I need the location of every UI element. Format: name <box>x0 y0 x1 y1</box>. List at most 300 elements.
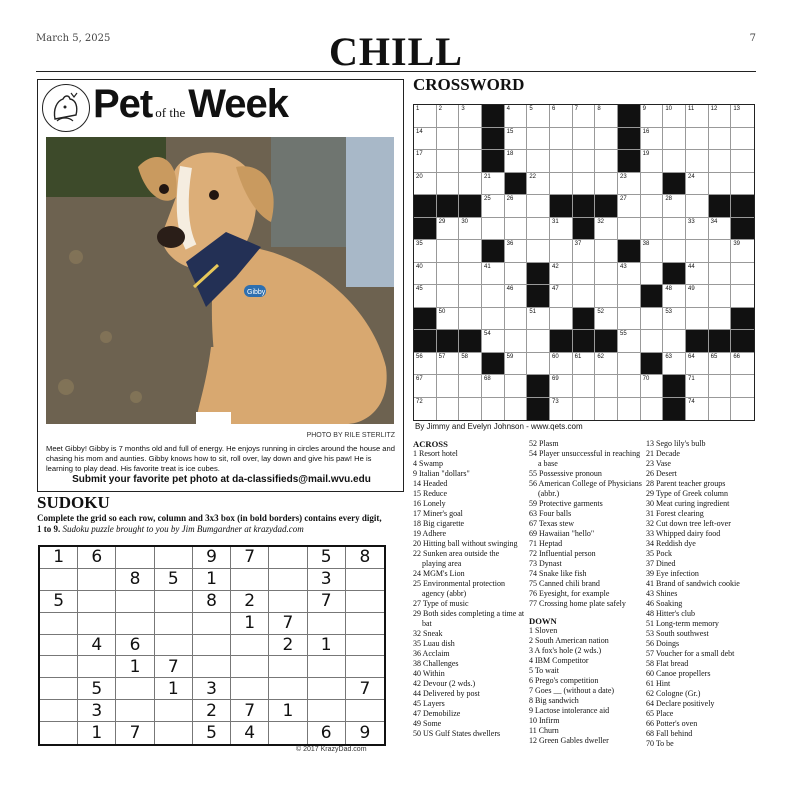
sudoku-cell[interactable]: 2 <box>193 700 231 722</box>
crossword-cell[interactable] <box>459 128 482 151</box>
crossword-cell[interactable] <box>437 240 460 263</box>
clue: 53 South southwest <box>646 629 709 638</box>
sudoku-cell[interactable] <box>269 722 307 744</box>
crossword-cell[interactable] <box>573 128 596 151</box>
crossword-cell[interactable] <box>663 308 686 331</box>
crossword-cell[interactable] <box>527 330 550 353</box>
crossword-cell[interactable] <box>573 375 596 398</box>
crossword-black-cell <box>527 398 550 421</box>
clue: 29 Type of Greek column <box>646 489 728 498</box>
crossword-cell[interactable] <box>550 285 573 308</box>
sudoku-cell[interactable] <box>40 722 78 744</box>
sudoku-cell[interactable] <box>155 547 193 569</box>
crossword-cell-number: 68 <box>483 376 491 382</box>
crossword-cell[interactable] <box>573 263 596 286</box>
crossword-cell[interactable] <box>618 308 641 331</box>
crossword-cell[interactable] <box>573 173 596 196</box>
crossword-cell[interactable] <box>709 105 732 128</box>
clue: 32 Sneak <box>413 629 443 638</box>
sudoku-cell[interactable] <box>269 678 307 700</box>
crossword-cell-number: 19 <box>642 151 650 157</box>
sudoku-cell[interactable] <box>269 569 307 591</box>
crossword-cell[interactable] <box>709 353 732 376</box>
crossword-cell[interactable] <box>550 150 573 173</box>
sudoku-cell[interactable] <box>116 700 154 722</box>
sudoku-cell[interactable]: 7 <box>116 722 154 744</box>
sudoku-cell[interactable] <box>269 656 307 678</box>
crossword-cell[interactable] <box>527 240 550 263</box>
sudoku-cell[interactable] <box>155 591 193 613</box>
crossword-cell[interactable] <box>686 308 709 331</box>
crossword-cell[interactable] <box>618 195 641 218</box>
sudoku-cell[interactable]: 6 <box>78 547 116 569</box>
crossword-cell[interactable] <box>731 263 754 286</box>
crossword-cell[interactable] <box>414 263 437 286</box>
section-title: CHILL <box>329 29 463 74</box>
crossword-cell[interactable] <box>641 398 664 421</box>
sudoku-cell[interactable] <box>40 700 78 722</box>
sudoku-cell[interactable] <box>78 569 116 591</box>
crossword-cell[interactable] <box>550 173 573 196</box>
sudoku-cell[interactable]: 2 <box>231 591 269 613</box>
sudoku-cell[interactable]: 1 <box>231 613 269 635</box>
crossword-cell[interactable] <box>709 128 732 151</box>
crossword-cell[interactable] <box>505 398 528 421</box>
crossword-cell[interactable] <box>437 150 460 173</box>
crossword-cell[interactable] <box>731 240 754 263</box>
sudoku-cell[interactable] <box>40 613 78 635</box>
sudoku-cell[interactable] <box>231 656 269 678</box>
crossword-cell[interactable] <box>731 105 754 128</box>
crossword-cell[interactable] <box>686 105 709 128</box>
crossword-black-cell <box>731 195 754 218</box>
sudoku-cell[interactable] <box>308 678 346 700</box>
crossword-cell[interactable] <box>550 398 573 421</box>
sudoku-cell[interactable] <box>346 613 384 635</box>
crossword-cell[interactable] <box>505 285 528 308</box>
crossword-cell[interactable] <box>641 308 664 331</box>
crossword-cell[interactable] <box>709 218 732 241</box>
crossword-cell[interactable] <box>414 105 437 128</box>
clue: 7 Goes __ (without a date) <box>529 686 615 695</box>
crossword-cell[interactable] <box>731 150 754 173</box>
crossword-cell[interactable] <box>437 308 460 331</box>
crossword-cell[interactable] <box>595 150 618 173</box>
crossword-cell[interactable] <box>663 353 686 376</box>
sudoku-cell[interactable] <box>346 656 384 678</box>
crossword-cell[interactable] <box>505 375 528 398</box>
crossword-cell[interactable] <box>709 285 732 308</box>
crossword-cell[interactable] <box>618 330 641 353</box>
crossword-cell[interactable] <box>550 375 573 398</box>
crossword-cell[interactable] <box>459 105 482 128</box>
crossword-cell[interactable] <box>641 375 664 398</box>
crossword-cell[interactable] <box>731 375 754 398</box>
crossword-cell[interactable] <box>731 353 754 376</box>
crossword-cell[interactable] <box>731 173 754 196</box>
crossword-cell[interactable] <box>595 105 618 128</box>
crossword-cell[interactable] <box>437 398 460 421</box>
crossword-cell[interactable] <box>527 150 550 173</box>
crossword-cell[interactable] <box>663 105 686 128</box>
clue: 51 Long-term memory <box>646 619 719 628</box>
crossword-cell[interactable] <box>459 218 482 241</box>
crossword-cell[interactable] <box>459 263 482 286</box>
crossword-black-cell <box>437 330 460 353</box>
crossword-black-cell <box>686 330 709 353</box>
crossword-cell[interactable] <box>709 263 732 286</box>
crossword-cell[interactable] <box>550 128 573 151</box>
sudoku-cell[interactable] <box>40 678 78 700</box>
sudoku-cell[interactable]: 3 <box>78 700 116 722</box>
crossword-cell[interactable] <box>709 150 732 173</box>
crossword-cell[interactable] <box>641 330 664 353</box>
sudoku-cell[interactable] <box>346 569 384 591</box>
sudoku-instructions <box>37 513 387 535</box>
sudoku-cell[interactable]: 7 <box>308 591 346 613</box>
crossword-cell[interactable] <box>641 128 664 151</box>
crossword-cell[interactable] <box>641 173 664 196</box>
crossword-cell[interactable] <box>505 330 528 353</box>
sudoku-cell[interactable]: 5 <box>155 569 193 591</box>
sudoku-cell[interactable]: 5 <box>193 722 231 744</box>
crossword-cell[interactable] <box>459 150 482 173</box>
sudoku-cell[interactable]: 6 <box>116 635 154 657</box>
crossword-cell[interactable] <box>414 375 437 398</box>
crossword-cell[interactable] <box>437 173 460 196</box>
crossword-cell[interactable] <box>663 150 686 173</box>
sudoku-cell[interactable]: 5 <box>40 591 78 613</box>
crossword-cell[interactable] <box>459 375 482 398</box>
crossword-cell-number: 74 <box>687 398 695 405</box>
crossword-cell[interactable] <box>505 128 528 151</box>
sudoku-cell[interactable] <box>116 613 154 635</box>
crossword-cell[interactable] <box>505 240 528 263</box>
crossword-cell[interactable] <box>573 398 596 421</box>
crossword-cell[interactable] <box>505 353 528 376</box>
crossword-cell-number: 32 <box>597 218 605 225</box>
crossword-cell[interactable] <box>641 105 664 128</box>
crossword-cell[interactable] <box>686 195 709 218</box>
crossword-cell[interactable] <box>595 240 618 263</box>
crossword-cell[interactable] <box>641 263 664 286</box>
crossword-cell[interactable] <box>618 263 641 286</box>
crossword-cell[interactable] <box>550 353 573 376</box>
crossword-cell-number: 26 <box>506 196 514 202</box>
clue: 9 Lactose intolerance aid <box>529 706 610 715</box>
sudoku-cell[interactable] <box>155 635 193 657</box>
sudoku-cell[interactable]: 1 <box>40 547 78 569</box>
sudoku-cell[interactable] <box>155 613 193 635</box>
sudoku-cell[interactable] <box>231 678 269 700</box>
crossword-cell[interactable] <box>459 173 482 196</box>
sudoku-cell[interactable] <box>308 700 346 722</box>
sudoku-cell[interactable] <box>346 591 384 613</box>
crossword-cell[interactable] <box>709 398 732 421</box>
crossword-cell[interactable] <box>573 105 596 128</box>
sudoku-cell[interactable]: 1 <box>78 722 116 744</box>
crossword-black-cell <box>641 285 664 308</box>
crossword-cell[interactable] <box>595 128 618 151</box>
sudoku-cell[interactable]: 1 <box>308 635 346 657</box>
crossword-cell[interactable] <box>686 128 709 151</box>
sudoku-cell[interactable] <box>78 591 116 613</box>
sudoku-cell[interactable] <box>40 656 78 678</box>
crossword-black-cell <box>505 173 528 196</box>
crossword-cell[interactable] <box>482 285 505 308</box>
crossword-cell[interactable] <box>641 218 664 241</box>
sudoku-grid <box>38 545 386 746</box>
crossword-black-cell <box>595 195 618 218</box>
crossword-cell[interactable] <box>595 263 618 286</box>
crossword-cell[interactable] <box>437 375 460 398</box>
crossword-cell[interactable] <box>527 195 550 218</box>
crossword-cell[interactable] <box>414 240 437 263</box>
crossword-cell[interactable] <box>505 105 528 128</box>
sudoku-cell[interactable] <box>193 656 231 678</box>
crossword-cell[interactable] <box>731 128 754 151</box>
crossword-cell[interactable] <box>482 375 505 398</box>
crossword-black-cell <box>482 240 505 263</box>
crossword-cell[interactable] <box>595 353 618 376</box>
sudoku-cell[interactable]: 8 <box>193 591 231 613</box>
crossword-cell[interactable] <box>618 173 641 196</box>
sudoku-cell[interactable]: 3 <box>193 678 231 700</box>
crossword-cell[interactable] <box>550 263 573 286</box>
page-number: 7 <box>749 33 756 44</box>
crossword-cell[interactable] <box>550 105 573 128</box>
sudoku-cell[interactable] <box>269 547 307 569</box>
clue: 35 Luau dish <box>413 639 455 648</box>
clue-column-1 <box>413 439 525 739</box>
crossword-cell[interactable] <box>482 330 505 353</box>
sudoku-cell[interactable] <box>78 613 116 635</box>
crossword-black-cell <box>482 150 505 173</box>
crossword-cell[interactable] <box>527 173 550 196</box>
crossword-cell[interactable] <box>482 308 505 331</box>
sudoku-cell[interactable] <box>308 656 346 678</box>
sudoku-cell[interactable]: 7 <box>155 656 193 678</box>
crossword-cell[interactable] <box>709 173 732 196</box>
pet-title-word-week: Week <box>188 82 288 126</box>
crossword-cell[interactable] <box>618 285 641 308</box>
crossword-cell[interactable] <box>573 150 596 173</box>
sudoku-cell[interactable]: 8 <box>346 547 384 569</box>
crossword-cell[interactable] <box>414 353 437 376</box>
sudoku-cell[interactable]: 1 <box>155 678 193 700</box>
crossword-cell[interactable] <box>573 353 596 376</box>
crossword-cell[interactable] <box>731 398 754 421</box>
crossword-cell[interactable] <box>505 195 528 218</box>
crossword-cell[interactable] <box>414 150 437 173</box>
crossword-cell[interactable] <box>505 308 528 331</box>
clue: 10 Infirm <box>529 716 560 725</box>
crossword-cell[interactable] <box>641 150 664 173</box>
crossword-cell[interactable] <box>505 150 528 173</box>
sudoku-cell[interactable]: 7 <box>231 547 269 569</box>
sudoku-cell[interactable]: 9 <box>193 547 231 569</box>
sudoku-cell[interactable] <box>346 635 384 657</box>
crossword-cell[interactable] <box>414 173 437 196</box>
clue: 22 Sunken area outside the playing area <box>413 549 500 568</box>
sudoku-cell[interactable] <box>116 547 154 569</box>
crossword-cell[interactable] <box>550 218 573 241</box>
clue: 76 Eyesight, for example <box>529 589 610 598</box>
sudoku-cell[interactable]: 2 <box>269 635 307 657</box>
sudoku-cell[interactable] <box>155 700 193 722</box>
crossword-cell[interactable] <box>709 240 732 263</box>
crossword-cell[interactable] <box>550 308 573 331</box>
crossword-cell-number: 67 <box>416 376 423 382</box>
crossword-cell[interactable] <box>595 285 618 308</box>
crossword-cell[interactable] <box>527 105 550 128</box>
crossword-cell[interactable] <box>731 285 754 308</box>
crossword-cell[interactable] <box>482 195 505 218</box>
clue: 14 Headed <box>413 479 448 488</box>
crossword-cell[interactable] <box>437 353 460 376</box>
crossword-cell[interactable] <box>686 173 709 196</box>
clue: 1 Sloven <box>529 626 558 635</box>
clue: 35 Pock <box>646 549 672 558</box>
crossword-cell[interactable] <box>641 195 664 218</box>
crossword-cell[interactable] <box>709 308 732 331</box>
crossword-cell[interactable] <box>686 353 709 376</box>
sudoku-cell[interactable]: 7 <box>231 700 269 722</box>
crossword-cell-number: 66 <box>733 353 741 360</box>
crossword-cell[interactable] <box>414 128 437 151</box>
crossword-cell[interactable] <box>686 240 709 263</box>
crossword-cell[interactable] <box>686 375 709 398</box>
crossword-cell[interactable] <box>663 195 686 218</box>
crossword-black-cell <box>618 240 641 263</box>
crossword-cell[interactable] <box>505 218 528 241</box>
clue: 67 Texas stew <box>529 519 575 528</box>
clue: 31 Forest clearing <box>646 509 704 518</box>
crossword-cell[interactable] <box>482 398 505 421</box>
clue: 13 Sego lily's bulb <box>646 439 706 448</box>
crossword-cell-number: 36 <box>506 241 514 247</box>
crossword-cell[interactable] <box>663 330 686 353</box>
crossword-cell[interactable] <box>686 218 709 241</box>
crossword-cell[interactable] <box>459 353 482 376</box>
sudoku-cell[interactable] <box>308 613 346 635</box>
crossword-cell[interactable] <box>573 285 596 308</box>
sudoku-cell[interactable] <box>116 678 154 700</box>
sudoku-cell[interactable]: 3 <box>308 569 346 591</box>
crossword-cell[interactable] <box>482 173 505 196</box>
crossword-cell[interactable] <box>527 218 550 241</box>
crossword-cell[interactable] <box>595 398 618 421</box>
crossword-black-cell <box>414 218 437 241</box>
crossword-cell[interactable] <box>459 398 482 421</box>
sudoku-cell[interactable] <box>231 569 269 591</box>
sudoku-cell[interactable] <box>269 591 307 613</box>
crossword-cell[interactable] <box>437 285 460 308</box>
sudoku-cell[interactable]: 7 <box>346 678 384 700</box>
crossword-cell[interactable] <box>686 285 709 308</box>
crossword-black-cell <box>527 263 550 286</box>
crossword-cell[interactable] <box>414 285 437 308</box>
sudoku-cell[interactable] <box>193 613 231 635</box>
clue: 48 Hitter's club <box>646 609 695 618</box>
crossword-cell[interactable] <box>527 353 550 376</box>
sudoku-cell[interactable] <box>40 569 78 591</box>
crossword-cell[interactable] <box>459 240 482 263</box>
crossword-cell-number: 2 <box>438 106 442 112</box>
sudoku-cell[interactable] <box>40 635 78 657</box>
sudoku-cell[interactable]: 5 <box>78 678 116 700</box>
sudoku-cell[interactable]: 1 <box>269 700 307 722</box>
crossword-cell[interactable] <box>459 308 482 331</box>
crossword-cell-number: 38 <box>642 241 650 247</box>
sudoku-cell[interactable]: 1 <box>193 569 231 591</box>
crossword-cell[interactable] <box>618 398 641 421</box>
crossword-cell[interactable] <box>437 263 460 286</box>
crossword-cell[interactable] <box>550 240 573 263</box>
sudoku-cell[interactable]: 9 <box>359 723 371 744</box>
sudoku-cell[interactable]: 4 <box>231 722 269 744</box>
crossword-cell[interactable] <box>595 375 618 398</box>
crossword-black-cell <box>618 128 641 151</box>
crossword-cell[interactable] <box>663 285 686 308</box>
crossword-cell[interactable] <box>482 218 505 241</box>
sudoku-cell[interactable] <box>231 635 269 657</box>
crossword-cell[interactable] <box>663 218 686 241</box>
crossword-cell[interactable] <box>527 308 550 331</box>
crossword-cell[interactable] <box>414 398 437 421</box>
crossword-cell[interactable] <box>686 398 709 421</box>
crossword-black-cell <box>641 353 664 376</box>
crossword-cell[interactable] <box>686 150 709 173</box>
sudoku-cell[interactable] <box>346 700 384 722</box>
crossword-cell[interactable] <box>505 263 528 286</box>
sudoku-cell[interactable]: 4 <box>78 635 116 657</box>
sudoku-cell[interactable]: 1 <box>116 656 154 678</box>
crossword-cell[interactable] <box>618 353 641 376</box>
crossword-cell-number: 61 <box>574 353 582 360</box>
crossword-cell[interactable] <box>482 263 505 286</box>
crossword-cell[interactable] <box>641 240 664 263</box>
crossword-cell[interactable] <box>618 375 641 398</box>
crossword-cell[interactable] <box>437 105 460 128</box>
sudoku-cell[interactable]: 6 <box>308 722 346 744</box>
sudoku-cell[interactable]: 8 <box>116 569 154 591</box>
sudoku-cell[interactable] <box>78 656 116 678</box>
crossword-cell-number: 8 <box>597 106 601 112</box>
crossword-cell[interactable] <box>437 218 460 241</box>
crossword-cell[interactable] <box>663 128 686 151</box>
sudoku-cell[interactable] <box>155 722 193 744</box>
dog-tag-text: Gibby <box>247 289 266 296</box>
sudoku-cell[interactable]: 5 <box>308 547 346 569</box>
crossword-cell[interactable] <box>618 218 641 241</box>
crossword-cell[interactable] <box>663 240 686 263</box>
sudoku-cell[interactable] <box>116 591 154 613</box>
crossword-cell[interactable] <box>573 240 596 263</box>
crossword-cell[interactable] <box>595 173 618 196</box>
crossword-cell[interactable] <box>437 128 460 151</box>
crossword-cell[interactable] <box>686 263 709 286</box>
crossword-black-cell <box>731 308 754 331</box>
sudoku-cell[interactable]: 7 <box>269 613 307 635</box>
sudoku-copyright: © 2017 KrazyDad.com <box>296 746 367 753</box>
sudoku-cell[interactable] <box>193 635 231 657</box>
crossword-cell[interactable] <box>527 128 550 151</box>
crossword-cell[interactable] <box>459 285 482 308</box>
crossword-cell[interactable] <box>595 218 618 241</box>
crossword-cell[interactable] <box>595 308 618 331</box>
crossword-cell[interactable] <box>709 375 732 398</box>
